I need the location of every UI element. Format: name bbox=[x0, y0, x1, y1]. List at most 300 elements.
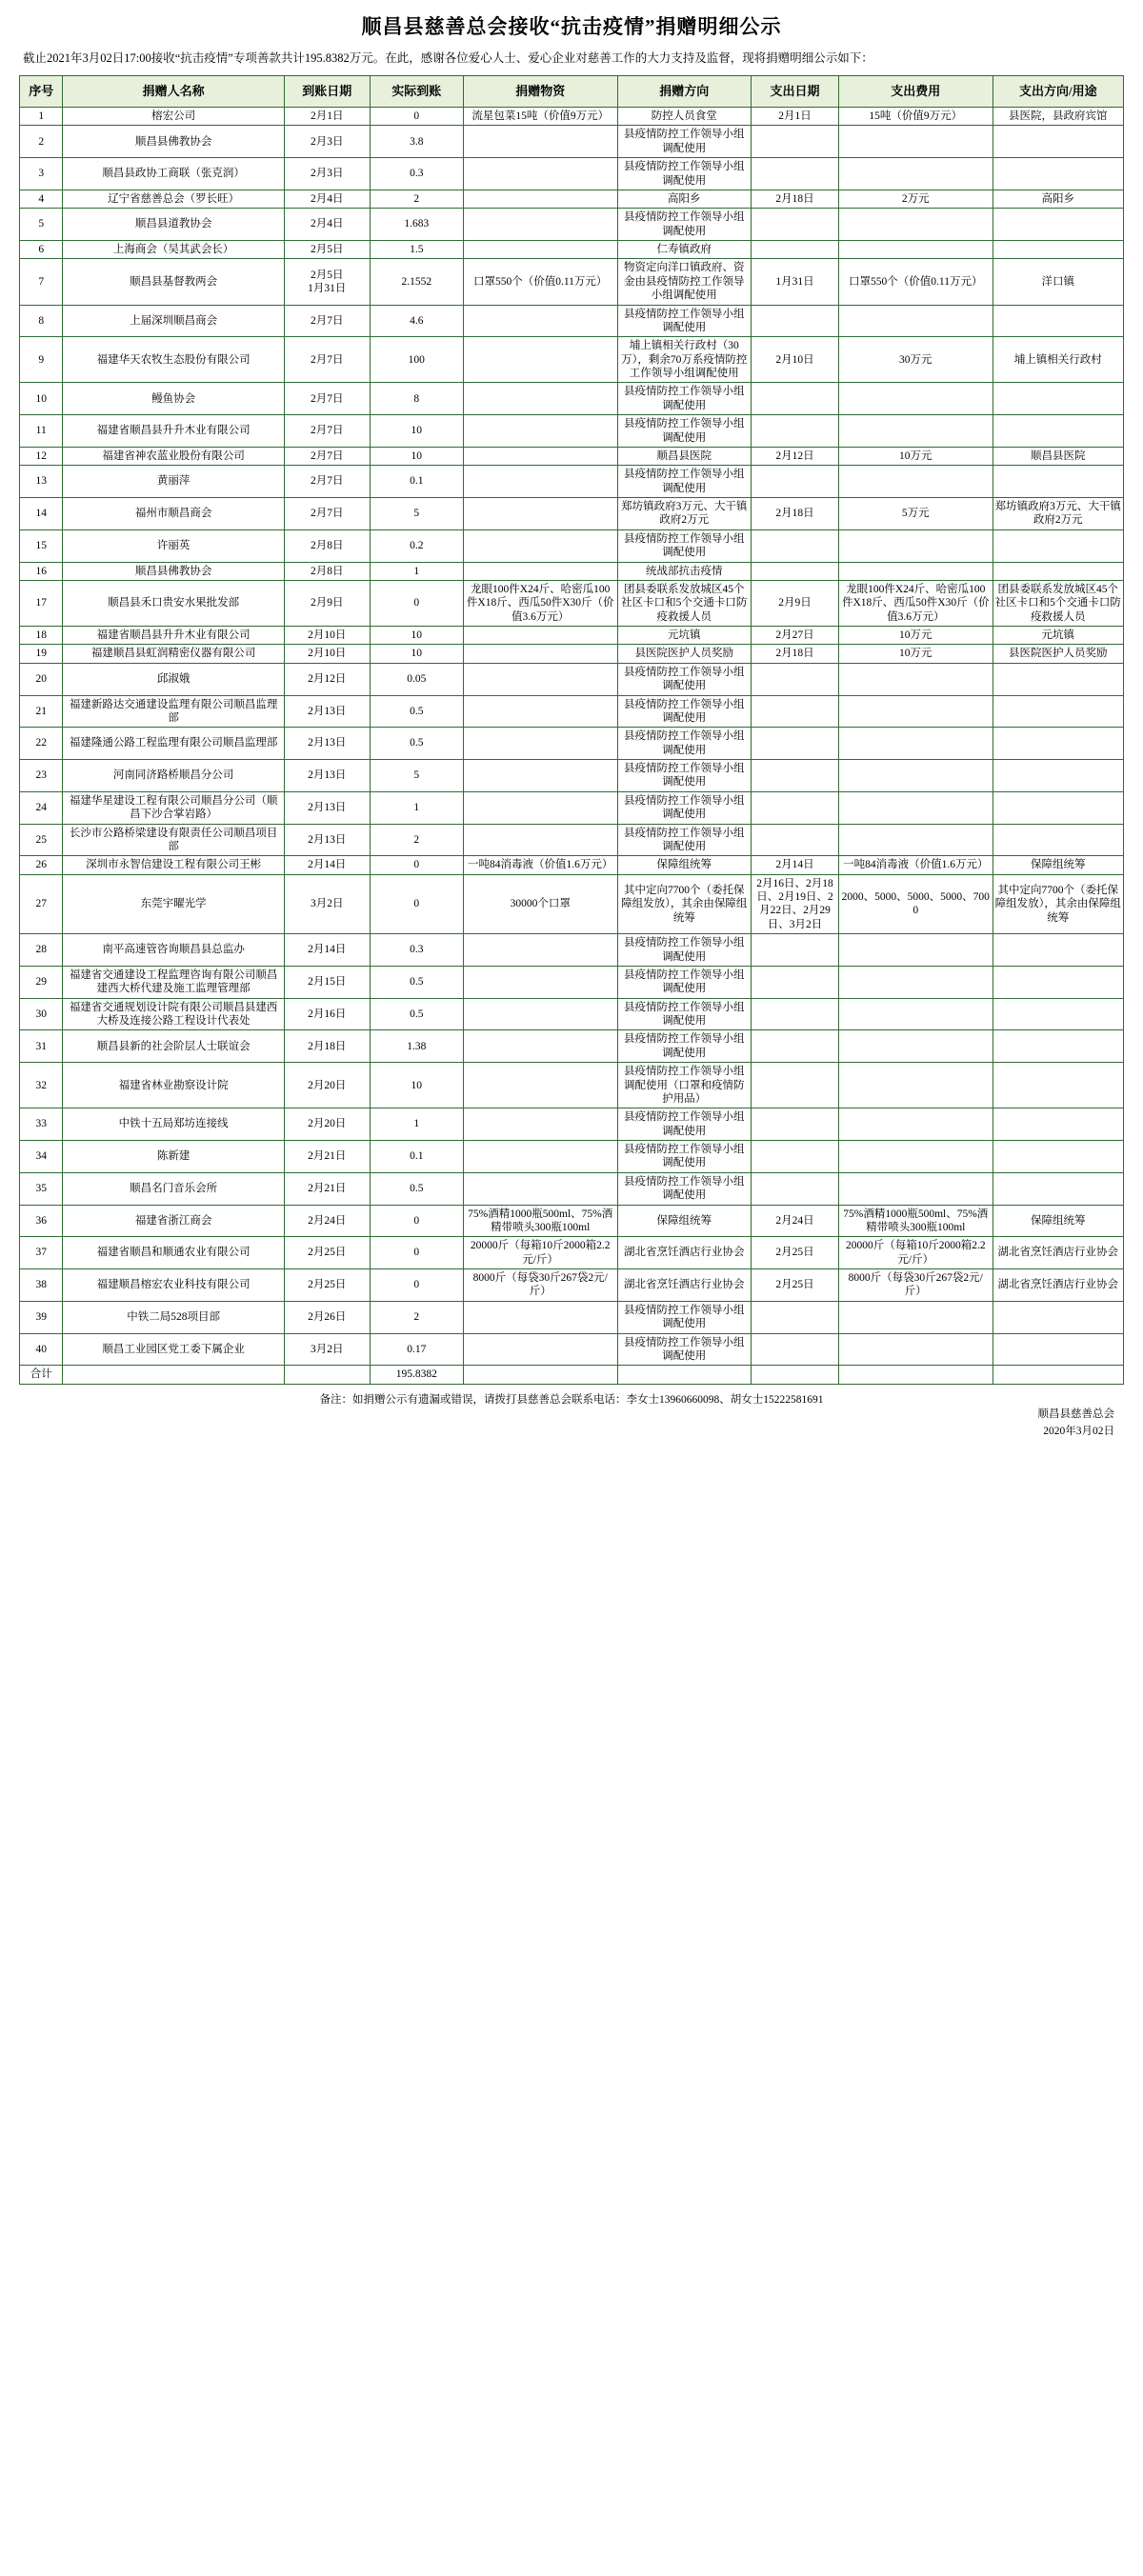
table-row bbox=[20, 190, 1124, 208]
cell-direction: 县疫情防控工作领导小组调配使用 bbox=[617, 1141, 752, 1173]
table-row bbox=[20, 415, 1124, 448]
cell-date: 2月13日 bbox=[284, 695, 370, 728]
cell-usage bbox=[993, 562, 1123, 580]
cell-usage: 保障组统筹 bbox=[993, 1205, 1123, 1237]
cell-goods bbox=[463, 645, 617, 663]
cell-direction: 县疫情防控工作领导小组调配使用 bbox=[617, 383, 752, 415]
table-row bbox=[20, 158, 1124, 190]
cell-no: 39 bbox=[20, 1301, 63, 1333]
cell-usage bbox=[993, 305, 1123, 337]
cell-paydate bbox=[752, 966, 839, 998]
cell-name: 顺昌县佛教协会 bbox=[63, 126, 284, 158]
cell-date: 2月7日 bbox=[284, 305, 370, 337]
cell-usage bbox=[993, 966, 1123, 998]
cell-no: 17 bbox=[20, 580, 63, 626]
cell-direction: 县疫情防控工作领导小组调配使用 bbox=[617, 415, 752, 448]
table-row bbox=[20, 337, 1124, 383]
cell-goods bbox=[463, 791, 617, 824]
cell-name: 许丽英 bbox=[63, 529, 284, 562]
table-row bbox=[20, 466, 1124, 498]
cell-goods bbox=[463, 1333, 617, 1366]
cell-amount: 8 bbox=[370, 383, 463, 415]
cell-name: 顺昌工业园区党工委下属企业 bbox=[63, 1333, 284, 1366]
cell-usage: 洋口镇 bbox=[993, 259, 1123, 305]
cell-amount: 5 bbox=[370, 760, 463, 792]
cell-amount: 1.5 bbox=[370, 241, 463, 259]
cell-direction: 县疫情防控工作领导小组调配使用 bbox=[617, 305, 752, 337]
cell-expense bbox=[838, 562, 993, 580]
cell-paydate bbox=[752, 1333, 839, 1366]
cell-date: 2月9日 bbox=[284, 580, 370, 626]
cell-direction: 县医院医护人员奖励 bbox=[617, 645, 752, 663]
cell-expense bbox=[838, 158, 993, 190]
cell-date: 2月18日 bbox=[284, 1030, 370, 1063]
cell-paydate bbox=[752, 1030, 839, 1063]
cell-no: 38 bbox=[20, 1269, 63, 1302]
cell-name: 顺昌县道教协会 bbox=[63, 209, 284, 241]
table-row bbox=[20, 998, 1124, 1030]
table-row bbox=[20, 126, 1124, 158]
table-row bbox=[20, 305, 1124, 337]
cell-usage bbox=[993, 1301, 1123, 1333]
signature-date: 2020年3月02日 bbox=[1043, 1425, 1114, 1437]
cell-expense bbox=[838, 415, 993, 448]
cell-expense bbox=[838, 934, 993, 967]
cell-direction: 县疫情防控工作领导小组调配使用 bbox=[617, 529, 752, 562]
cell-direction: 县疫情防控工作领导小组调配使用 bbox=[617, 934, 752, 967]
cell-usage bbox=[993, 415, 1123, 448]
cell-name: 东莞宇曜光学 bbox=[63, 874, 284, 934]
column-header-goods: 捐赠物资 bbox=[463, 75, 617, 107]
cell-paydate bbox=[752, 1108, 839, 1141]
cell-expense bbox=[838, 1108, 993, 1141]
cell-amount: 0.2 bbox=[370, 529, 463, 562]
cell-no: 12 bbox=[20, 447, 63, 465]
cell-usage bbox=[993, 1063, 1123, 1108]
cell-amount: 0 bbox=[370, 108, 463, 126]
cell-paydate bbox=[752, 760, 839, 792]
cell-name: 上海商会（吴其武会长） bbox=[63, 241, 284, 259]
table-row bbox=[20, 1063, 1124, 1108]
cell-expense bbox=[838, 1141, 993, 1173]
cell-usage bbox=[993, 241, 1123, 259]
cell-name: 顺昌名门音乐会所 bbox=[63, 1172, 284, 1205]
cell-name: 福建省交通规划设计院有限公司顺昌县建西大桥及连接公路工程设计代表处 bbox=[63, 998, 284, 1030]
cell-usage bbox=[993, 760, 1123, 792]
cell-paydate bbox=[752, 663, 839, 695]
cell-goods bbox=[463, 824, 617, 856]
cell-paydate bbox=[752, 1172, 839, 1205]
cell-amount: 0.3 bbox=[370, 934, 463, 967]
cell-no: 23 bbox=[20, 760, 63, 792]
cell-usage bbox=[993, 998, 1123, 1030]
cell-date: 2月20日 bbox=[284, 1063, 370, 1108]
cell-goods bbox=[463, 1030, 617, 1063]
cell-direction: 县疫情防控工作领导小组调配使用 bbox=[617, 1030, 752, 1063]
cell-date: 2月7日 bbox=[284, 447, 370, 465]
total-amount: 195.8382 bbox=[370, 1366, 463, 1384]
cell-goods bbox=[463, 209, 617, 241]
total-label: 合计 bbox=[20, 1366, 63, 1384]
cell-goods bbox=[463, 760, 617, 792]
cell-date: 2月5日 bbox=[284, 241, 370, 259]
cell-goods bbox=[463, 998, 617, 1030]
cell-goods bbox=[463, 241, 617, 259]
cell-name: 顺昌县基督教两会 bbox=[63, 259, 284, 305]
cell-name: 中铁二局528项目部 bbox=[63, 1301, 284, 1333]
cell-name: 福建顺昌榕宏农业科技有限公司 bbox=[63, 1269, 284, 1302]
cell-amount: 2.1552 bbox=[370, 259, 463, 305]
total-spacer-2 bbox=[752, 1366, 839, 1384]
cell-direction: 县疫情防控工作领导小组调配使用 bbox=[617, 1172, 752, 1205]
cell-expense bbox=[838, 466, 993, 498]
cell-amount: 0 bbox=[370, 1205, 463, 1237]
cell-goods: 流星包菜15吨（价值9万元） bbox=[463, 108, 617, 126]
cell-amount: 10 bbox=[370, 1063, 463, 1108]
cell-amount: 0.5 bbox=[370, 728, 463, 760]
cell-goods bbox=[463, 190, 617, 208]
cell-amount: 1 bbox=[370, 1108, 463, 1141]
table-row bbox=[20, 209, 1124, 241]
cell-no: 8 bbox=[20, 305, 63, 337]
cell-direction: 湖北省烹饪酒店行业协会 bbox=[617, 1269, 752, 1302]
cell-date: 2月4日 bbox=[284, 209, 370, 241]
cell-paydate bbox=[752, 529, 839, 562]
cell-goods bbox=[463, 466, 617, 498]
cell-no: 30 bbox=[20, 998, 63, 1030]
cell-expense bbox=[838, 1301, 993, 1333]
cell-date: 2月13日 bbox=[284, 728, 370, 760]
cell-goods bbox=[463, 383, 617, 415]
cell-paydate bbox=[752, 695, 839, 728]
cell-paydate bbox=[752, 209, 839, 241]
cell-usage: 县医院，县政府宾馆 bbox=[993, 108, 1123, 126]
cell-date: 2月24日 bbox=[284, 1205, 370, 1237]
cell-paydate bbox=[752, 383, 839, 415]
cell-no: 36 bbox=[20, 1205, 63, 1237]
cell-no: 16 bbox=[20, 562, 63, 580]
cell-direction: 县疫情防控工作领导小组调配使用 bbox=[617, 966, 752, 998]
cell-usage bbox=[993, 1333, 1123, 1366]
cell-direction: 统战部抗击疫情 bbox=[617, 562, 752, 580]
cell-name: 河南同济路桥顺昌分公司 bbox=[63, 760, 284, 792]
cell-goods bbox=[463, 415, 617, 448]
cell-paydate: 2月18日 bbox=[752, 190, 839, 208]
cell-no: 18 bbox=[20, 627, 63, 645]
table-row bbox=[20, 966, 1124, 998]
cell-goods: 75%酒精1000瓶500ml、75%酒精带喷头300瓶100ml bbox=[463, 1205, 617, 1237]
cell-usage: 其中定向7700个（委托保障组发放），其余由保障组统筹 bbox=[993, 874, 1123, 934]
cell-amount: 0.1 bbox=[370, 1141, 463, 1173]
cell-usage: 埔上镇相关行政村 bbox=[993, 337, 1123, 383]
cell-name: 榕宏公司 bbox=[63, 108, 284, 126]
cell-amount: 3.8 bbox=[370, 126, 463, 158]
cell-date: 2月12日 bbox=[284, 663, 370, 695]
cell-amount: 0 bbox=[370, 856, 463, 874]
total-spacer-3 bbox=[838, 1366, 993, 1384]
cell-amount: 10 bbox=[370, 645, 463, 663]
table-row bbox=[20, 874, 1124, 934]
cell-paydate bbox=[752, 126, 839, 158]
cell-expense: 75%酒精1000瓶500ml、75%酒精带喷头300瓶100ml bbox=[838, 1205, 993, 1237]
cell-goods bbox=[463, 728, 617, 760]
cell-paydate bbox=[752, 241, 839, 259]
cell-paydate: 1月31日 bbox=[752, 259, 839, 305]
cell-goods bbox=[463, 1108, 617, 1141]
cell-goods bbox=[463, 627, 617, 645]
cell-direction: 元坑镇 bbox=[617, 627, 752, 645]
cell-amount: 0.05 bbox=[370, 663, 463, 695]
cell-no: 27 bbox=[20, 874, 63, 934]
cell-expense bbox=[838, 529, 993, 562]
cell-amount: 0 bbox=[370, 874, 463, 934]
cell-paydate bbox=[752, 791, 839, 824]
cell-name: 福建顺昌县虹润精密仪器有限公司 bbox=[63, 645, 284, 663]
cell-paydate: 2月27日 bbox=[752, 627, 839, 645]
cell-name: 黄丽萍 bbox=[63, 466, 284, 498]
cell-no: 11 bbox=[20, 415, 63, 448]
cell-amount: 1 bbox=[370, 562, 463, 580]
column-header-amount: 实际到账 bbox=[370, 75, 463, 107]
cell-goods bbox=[463, 498, 617, 530]
cell-paydate: 2月12日 bbox=[752, 447, 839, 465]
cell-paydate: 2月25日 bbox=[752, 1269, 839, 1302]
cell-usage bbox=[993, 383, 1123, 415]
cell-date: 2月21日 bbox=[284, 1172, 370, 1205]
cell-name: 顺昌县新的社会阶层人士联谊会 bbox=[63, 1030, 284, 1063]
cell-name: 福建省交通建设工程监理咨询有限公司顺昌建西大桥代建及施工监理管理部 bbox=[63, 966, 284, 998]
cell-paydate: 2月25日 bbox=[752, 1237, 839, 1269]
cell-no: 14 bbox=[20, 498, 63, 530]
cell-no: 1 bbox=[20, 108, 63, 126]
cell-date: 2月4日 bbox=[284, 190, 370, 208]
cell-paydate bbox=[752, 1141, 839, 1173]
cell-date: 2月7日 bbox=[284, 337, 370, 383]
cell-expense: 5万元 bbox=[838, 498, 993, 530]
cell-expense: 2000、5000、5000、5000、7000 bbox=[838, 874, 993, 934]
cell-amount: 10 bbox=[370, 627, 463, 645]
cell-direction: 县疫情防控工作领导小组调配使用 bbox=[617, 466, 752, 498]
cell-goods: 20000斤（每箱10斤2000箱2.2元/斤） bbox=[463, 1237, 617, 1269]
cell-no: 31 bbox=[20, 1030, 63, 1063]
cell-expense: 口罩550个（价值0.11万元） bbox=[838, 259, 993, 305]
cell-paydate bbox=[752, 1301, 839, 1333]
cell-name: 福建华天农牧生态股份有限公司 bbox=[63, 337, 284, 383]
cell-usage bbox=[993, 529, 1123, 562]
cell-name: 顺昌县佛教协会 bbox=[63, 562, 284, 580]
cell-name: 深圳市永智信建设工程有限公司王彬 bbox=[63, 856, 284, 874]
cell-no: 21 bbox=[20, 695, 63, 728]
cell-amount: 0.5 bbox=[370, 998, 463, 1030]
cell-direction: 县疫情防控工作领导小组调配使用 bbox=[617, 824, 752, 856]
cell-goods: 一吨84消毒液（价值1.6万元） bbox=[463, 856, 617, 874]
cell-paydate bbox=[752, 305, 839, 337]
table-row bbox=[20, 580, 1124, 626]
cell-direction: 县疫情防控工作领导小组调配使用 bbox=[617, 1301, 752, 1333]
cell-name: 上届深圳顺昌商会 bbox=[63, 305, 284, 337]
cell-goods bbox=[463, 337, 617, 383]
cell-direction: 县疫情防控工作领导小组调配使用（口罩和疫情防护用品） bbox=[617, 1063, 752, 1108]
cell-goods bbox=[463, 1301, 617, 1333]
cell-paydate bbox=[752, 934, 839, 967]
table-row bbox=[20, 1333, 1124, 1366]
total-spacer-name bbox=[63, 1366, 284, 1384]
cell-direction: 仁寿镇政府 bbox=[617, 241, 752, 259]
cell-goods: 30000个口罩 bbox=[463, 874, 617, 934]
cell-expense: 30万元 bbox=[838, 337, 993, 383]
cell-usage: 保障组统筹 bbox=[993, 856, 1123, 874]
cell-name: 福建省顺昌县升升木业有限公司 bbox=[63, 415, 284, 448]
cell-expense: 20000斤（每箱10斤2000箱2.2元/斤） bbox=[838, 1237, 993, 1269]
cell-name: 福建隆通公路工程监理有限公司顺昌监理部 bbox=[63, 728, 284, 760]
cell-paydate bbox=[752, 415, 839, 448]
cell-no: 3 bbox=[20, 158, 63, 190]
cell-direction: 物资定向洋口镇政府、资金由县疫情防控工作领导小组调配使用 bbox=[617, 259, 752, 305]
cell-no: 7 bbox=[20, 259, 63, 305]
cell-paydate bbox=[752, 562, 839, 580]
cell-name: 陈新建 bbox=[63, 1141, 284, 1173]
cell-date: 2月26日 bbox=[284, 1301, 370, 1333]
cell-no: 28 bbox=[20, 934, 63, 967]
cell-amount: 2 bbox=[370, 824, 463, 856]
cell-name: 福建华星建设工程有限公司顺昌分公司（顺昌下沙合掌岩路） bbox=[63, 791, 284, 824]
cell-expense bbox=[838, 305, 993, 337]
cell-date: 3月2日 bbox=[284, 1333, 370, 1366]
table-row bbox=[20, 259, 1124, 305]
cell-expense bbox=[838, 1333, 993, 1366]
cell-direction: 县疫情防控工作领导小组调配使用 bbox=[617, 791, 752, 824]
table-header-row bbox=[20, 75, 1124, 107]
table-row bbox=[20, 728, 1124, 760]
cell-expense bbox=[838, 1063, 993, 1108]
cell-direction: 团县委联系发放城区45个社区卡口和5个交通卡口឵防疫救援人员 bbox=[617, 580, 752, 626]
cell-paydate bbox=[752, 998, 839, 1030]
cell-no: 2 bbox=[20, 126, 63, 158]
table-row bbox=[20, 627, 1124, 645]
cell-date: 3月2日 bbox=[284, 874, 370, 934]
cell-date: 2月25日 bbox=[284, 1269, 370, 1302]
table-row bbox=[20, 760, 1124, 792]
cell-name: 中铁十五局郑坊连接线 bbox=[63, 1108, 284, 1141]
table-row bbox=[20, 1172, 1124, 1205]
cell-goods bbox=[463, 966, 617, 998]
cell-date: 2月13日 bbox=[284, 760, 370, 792]
total-spacer-date bbox=[284, 1366, 370, 1384]
cell-no: 9 bbox=[20, 337, 63, 383]
cell-goods bbox=[463, 1063, 617, 1108]
cell-amount: 0 bbox=[370, 1237, 463, 1269]
cell-paydate bbox=[752, 158, 839, 190]
cell-no: 25 bbox=[20, 824, 63, 856]
cell-expense: 10万元 bbox=[838, 627, 993, 645]
cell-no: 19 bbox=[20, 645, 63, 663]
cell-usage: 湖北省烹饪酒店行业协会 bbox=[993, 1237, 1123, 1269]
column-header-direction: 捐赠方向 bbox=[617, 75, 752, 107]
cell-name: 福州市顺昌商会 bbox=[63, 498, 284, 530]
cell-date: 2月16日 bbox=[284, 998, 370, 1030]
cell-expense bbox=[838, 1172, 993, 1205]
cell-expense bbox=[838, 824, 993, 856]
cell-direction: 县疫情防控工作领导小组调配使用 bbox=[617, 126, 752, 158]
cell-goods bbox=[463, 529, 617, 562]
table-row bbox=[20, 1269, 1124, 1302]
total-spacer-4 bbox=[993, 1366, 1123, 1384]
cell-date: 2月10日 bbox=[284, 627, 370, 645]
cell-amount: 10 bbox=[370, 415, 463, 448]
table-row bbox=[20, 1141, 1124, 1173]
cell-usage bbox=[993, 209, 1123, 241]
cell-date: 2月20日 bbox=[284, 1108, 370, 1141]
table-row bbox=[20, 529, 1124, 562]
table-row bbox=[20, 695, 1124, 728]
cell-amount: 0.5 bbox=[370, 966, 463, 998]
cell-goods bbox=[463, 695, 617, 728]
cell-direction: 县疫情防控工作领导小组调配使用 bbox=[617, 728, 752, 760]
cell-paydate: 2月10日 bbox=[752, 337, 839, 383]
cell-direction: 县疫情防控工作领导小组调配使用 bbox=[617, 1108, 752, 1141]
footnote: 备注：如捐赠公示有遗漏或错误，请拨打县慈善总会联系电话：李女士13960660098、胡女士15222581691 bbox=[319, 1393, 824, 1406]
cell-date: 2月21日 bbox=[284, 1141, 370, 1173]
cell-no: 15 bbox=[20, 529, 63, 562]
cell-name: 福建省顺昌和顺通农业有限公司 bbox=[63, 1237, 284, 1269]
cell-direction: 顺昌县医院 bbox=[617, 447, 752, 465]
cell-goods bbox=[463, 562, 617, 580]
cell-paydate bbox=[752, 728, 839, 760]
cell-name: 福建新路达交通建设监理有限公司顺昌监理部 bbox=[63, 695, 284, 728]
cell-name: 南平高速管咨询顺昌县总监办 bbox=[63, 934, 284, 967]
table-row bbox=[20, 108, 1124, 126]
cell-name: 辽宁省慈善总会（罗长旺） bbox=[63, 190, 284, 208]
cell-paydate bbox=[752, 824, 839, 856]
cell-direction: 高阳乡 bbox=[617, 190, 752, 208]
cell-expense: 10万元 bbox=[838, 447, 993, 465]
cell-date: 2月7日 bbox=[284, 498, 370, 530]
cell-usage bbox=[993, 126, 1123, 158]
cell-amount: 0 bbox=[370, 580, 463, 626]
column-header-name: 捐赠人名称 bbox=[63, 75, 284, 107]
cell-goods: 龙眼100件X24斤、哈密瓜100件X18斤、西瓜50件X30斤（价值3.6万元） bbox=[463, 580, 617, 626]
table-row bbox=[20, 824, 1124, 856]
cell-usage bbox=[993, 728, 1123, 760]
cell-goods bbox=[463, 126, 617, 158]
table-row bbox=[20, 1205, 1124, 1237]
cell-goods bbox=[463, 934, 617, 967]
cell-usage bbox=[993, 791, 1123, 824]
cell-direction: 其中定向7700个（委托保障组发放），其余由保障组统筹 bbox=[617, 874, 752, 934]
cell-amount: 0.3 bbox=[370, 158, 463, 190]
column-header-usage: 支出方向/用途 bbox=[993, 75, 1123, 107]
cell-direction: 防控人员食堂 bbox=[617, 108, 752, 126]
cell-no: 26 bbox=[20, 856, 63, 874]
cell-usage bbox=[993, 663, 1123, 695]
cell-usage: 郑坊镇政府3万元、大干镇政府2万元 bbox=[993, 498, 1123, 530]
cell-amount: 4.6 bbox=[370, 305, 463, 337]
cell-paydate: 2月14日 bbox=[752, 856, 839, 874]
column-header-paydate: 支出日期 bbox=[752, 75, 839, 107]
cell-expense: 15吨（价值9万元） bbox=[838, 108, 993, 126]
cell-usage: 团县委联系发放城区45个社区卡口和5个交通卡口឵防疫救援人员 bbox=[993, 580, 1123, 626]
cell-goods: 口罩550个（价值0.11万元） bbox=[463, 259, 617, 305]
cell-date: 2月7日 bbox=[284, 466, 370, 498]
cell-direction: 县疫情防控工作领导小组调配使用 bbox=[617, 158, 752, 190]
cell-expense: 10万元 bbox=[838, 645, 993, 663]
cell-amount: 100 bbox=[370, 337, 463, 383]
cell-expense bbox=[838, 383, 993, 415]
table-row bbox=[20, 1030, 1124, 1063]
total-spacer-0 bbox=[463, 1366, 617, 1384]
page-title: 顺昌县慈善总会接收“抗击疫情”捐赠明细公示 bbox=[361, 15, 782, 38]
cell-goods bbox=[463, 663, 617, 695]
